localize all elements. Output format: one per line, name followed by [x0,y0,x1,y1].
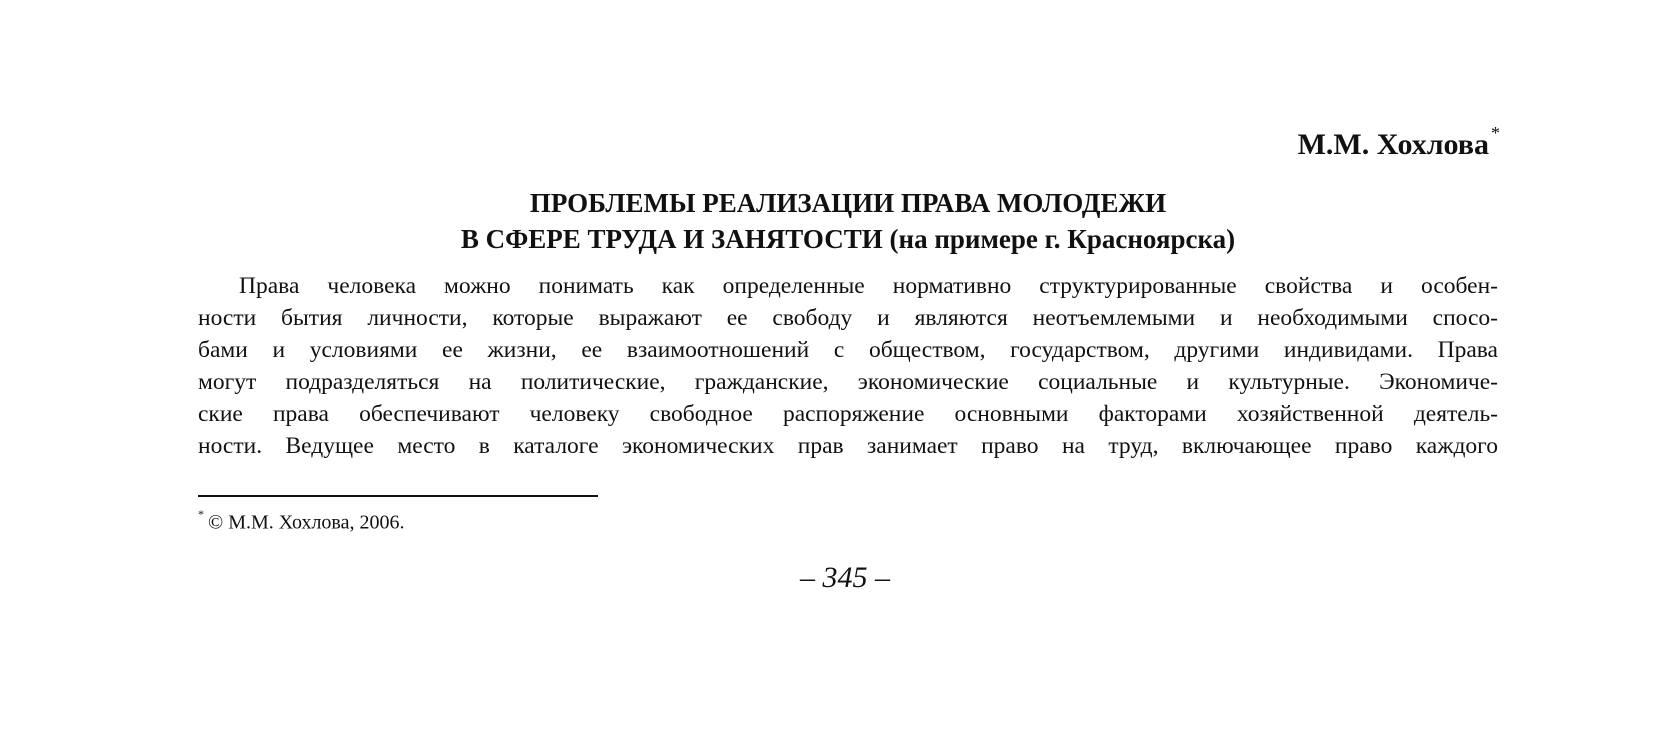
body-line: Права человека можно понимать как определенные нормативно структурированные свойства и особен- [239,273,1498,299]
footnote-text: © М.М. Хохлова, 2006. [208,511,405,534]
body-line: могут подразделяться на политические, гражданские, экономические социальные и культурные. Экономиче- [198,369,1498,395]
author-name [1297,123,1500,161]
footnote-divider [198,495,598,497]
body-line: ности бытия личности, которые выражают ее свободу и являются неотъемлемыми и необходимыми спосо- [198,305,1498,331]
body-line: ности. Ведущее место в каталоге экономических прав занимает право на труд, включающее право каждого [198,433,1498,459]
author-name-text: М.М. Хохлова [1297,128,1489,161]
body-line: бами и условиями ее жизни, ее взаимоотношений с обществом, государством, другими индивидами. Права [198,337,1498,363]
body-paragraph [198,270,1498,462]
article-title [198,185,1498,257]
footnote-mark: * [198,507,204,521]
title-line-2: В СФЕРЕ ТРУДА И ЗАНЯТОСТИ (на примере г. Красноярска) [460,224,1236,254]
body-line: ские права обеспечивают человеку свободное распоряжение основными факторами хозяйственной деятель- [198,401,1498,427]
title-line-1: ПРОБЛЕМЫ РЕАЛИЗАЦИИ ПРАВА МОЛОДЕЖИ [529,188,1167,218]
footnote-marker: * [1491,123,1500,143]
footnote [198,507,405,535]
page-number: – 345 – [800,561,890,594]
